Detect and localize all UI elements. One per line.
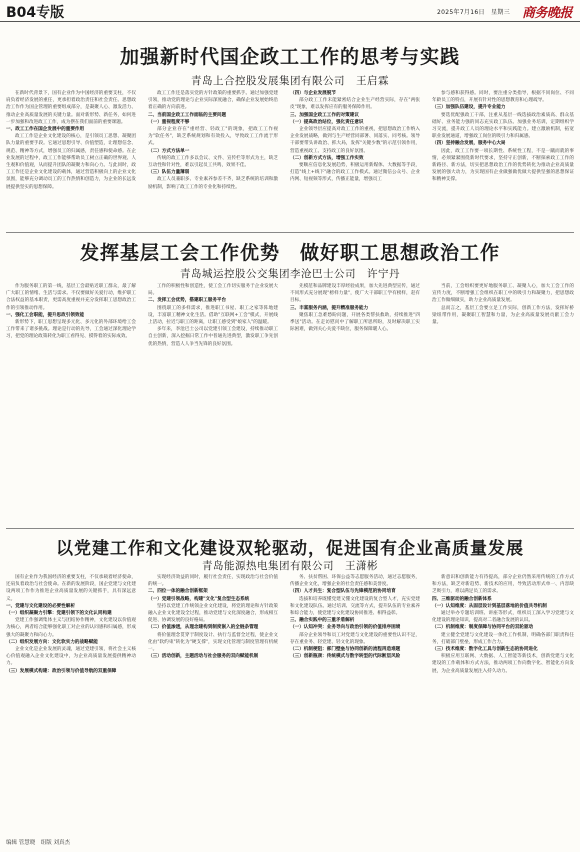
subheading: （二）方式方法单一 xyxy=(148,148,190,154)
article2-column-2 xyxy=(148,283,278,525)
subheading: 三、丰富服务内涵，提升精准服务能力 xyxy=(290,305,369,311)
paragraph: 通过举办专题培训班、讲座等形式，组织员工深入学习党建与文化建设的理论知识，提高对二者融合发展的认识。 xyxy=(432,611,574,624)
subheading: 二、四位一体的融合创新框架 xyxy=(148,589,208,595)
subheading: （三）发展模式构建：政治引领与价值导航的双重保障 xyxy=(6,668,117,674)
article1-column-4 xyxy=(432,90,574,230)
subheading: （二）机制维度：制度保障与协同平台的双轮驱动 xyxy=(432,625,534,631)
article1-column-2 xyxy=(148,90,278,230)
paragraph: 实现经济效益的同时，履行社会责任，实现政治与社会价值的统一。 xyxy=(148,575,278,588)
article1-title: 加强新时代国企政工工作的思考与实践 xyxy=(119,46,460,68)
subheading: （三）活动创新，主题活动与社会服务的双向赋能机制 xyxy=(148,654,259,660)
section-label: 专版 xyxy=(36,5,65,21)
paragraph: 政工工作还是落实党的方针政策的重要抓手。通过加强党建引领，推动党的理论与企业实际深度融合，确保企业发展始终沿着正确的方向前进。 xyxy=(148,91,278,111)
paragraph: 新形势下，职工思想呈现多元化、多元化的外部环境给工会工作带来了诸多挑战。理论是行动的先导，工会通过深化理论学习，把党的理论政策转化为职工看得见、摸得着的实际成效。 xyxy=(6,320,136,340)
subheading: （三）队伍力量薄弱 xyxy=(148,170,190,176)
paragraph: 部分政工工作未能紧密结合企业生产经营实际，存在"两张皮"现象，难以发挥应有的服务保障作用。 xyxy=(290,98,420,111)
paragraph: 积极应用互联网、大数据、人工智能等新技术，创新党建与文化建设的工作载体和方式方法，推动两项工作向数字化、智能化方向发展，为企业高质量发展注入持久动力。 xyxy=(432,654,574,674)
section-divider xyxy=(6,528,574,529)
subheading: 二、发挥工会优势，搭建职工服务平台 xyxy=(148,298,227,304)
paragraph: 工作的积极性和创造性，使工会工作切实服务于企业发展大局。 xyxy=(148,284,278,297)
subheading: （一）认知冲突：业务导向与政治引领的价值排序困境 xyxy=(290,625,401,631)
article2-column-3 xyxy=(290,283,420,525)
article1-column-3 xyxy=(290,90,420,230)
paragraph: 坚持以党建工作统领企业文化建设，将党的理论和方针政策融入企业文化建设全过程，推动党建与文化深度融合，形成相互促进、协调发展的良好格局。 xyxy=(148,603,278,624)
paragraph: 在新时代背景下，国有企业作为中国经济的重要支柱，不仅肩负着经济发展的重任，更承担着政治责任和社会责任。思想政治工作作为国企管理的重要组成部分，是凝聚人心、激发活力、推动企业高质量发展的关键力量。面对新形势、新任务，如何进一步加强和改进政工工作，成为摆在我们面前的重要课题。 xyxy=(6,91,136,125)
article3-column-2 xyxy=(148,574,278,836)
paragraph: 传统的政工工作多以会议、文件、宣传栏等形式为主，缺乏互动性和针对性，难以引起员工共鸣，效果不佳。 xyxy=(148,155,278,169)
subheading: 一、强化工会职能，提升思政引领效能 xyxy=(6,312,85,318)
paragraph: 选拔和培养既懂党建又懂文化建设的复合型人才，充实党建和文化建设队伍。通过培训、交流等方式，提升队伍的专业素养和综合能力，使党建与文化建设协同推进、相得益彰。 xyxy=(290,596,420,617)
issue-weekday: 星期三 xyxy=(491,9,510,16)
subheading: （四）人才共生：复合型队伍与先锋模范的协同培育 xyxy=(290,589,396,595)
paragraph: 参与感和获得感。同时，要注重分类指导，根据不同岗位、不同年龄员工的特点，开展有针对性的思想教育和心理疏导。 xyxy=(432,91,574,104)
paragraph: 多年来，李沧巴士公司以党建引领工会建设，持续推动职工自主创新，深入挖掘日常工作中普通先进典型，激发职工争先创优的热情，营造人人争当先锋的良好氛围。 xyxy=(148,327,278,347)
article3-byline: 青岛能源热电集团有限公司 王潇彬 xyxy=(202,560,378,572)
subheading: （二）组织发展方向：文化软实力的战略赋能 xyxy=(6,639,98,645)
paragraph: 党建工作强调集体主义与团结协作精神，文化建设以价值观为核心，两者结合能够强化职工对企业的认同感和归属感，形成强大的凝聚力和向心力。 xyxy=(6,618,136,638)
subheading: 四、三维驱动的融合创新体系 xyxy=(432,596,492,602)
paragraph: 总而言之，基层工会要立足工作实际，创新工作方法，发挥好桥梁纽带作用，凝聚职工智慧和力量，为企业高质量发展贡献工会力量。 xyxy=(432,305,574,326)
paragraph: 当前，工会组织要更好地服务职工、凝聚人心，加大工会工作的宣传力度，不断增强工会组织在职工中的吸引力和凝聚力，把思想政治工作做细做实，助力企业高质量发展。 xyxy=(432,284,574,304)
paragraph: 建立健全党建与文化建设一体化工作机制，明确各部门职责和任务，打破部门壁垒，形成工作合力。 xyxy=(432,632,574,645)
subheading: （二）价值渗透，从理念建构到制度嵌入的全链条管理 xyxy=(148,625,259,631)
article3-column-3 xyxy=(290,574,420,836)
paragraph: 政工工作是企业文化建设的核心，是引领员工思想、凝聚团队力量的重要手段。它通过思想引导、价值塑造，让理想信念、规范、精神等方式，增强员工的归属感，责任感和使命感。在企业发展的过程中，政工工作能够帮助员工树立正确的世界观、人生观和价值观，从而提升团队的凝聚力和向心力。与此同时，政工工作还是企业文化建设的载体，通过营造积极向上的企业文化氛围，能够充分调动员工的工作热情和创造力，为企业的长远发展提供坚实的思想保障。 xyxy=(6,134,136,190)
article2-byline: 青岛城运控股公交集团李沧巴士公司 许宁丹 xyxy=(180,268,400,280)
subheading: （二）机制梗阻：部门壁垒与协同创新的流程再造难题 xyxy=(290,647,401,653)
paragraph: 将价值理念贯穿于制度设计、执行与监督全过程，使企业文化由"软约束"转化为"硬支撑"，实现文化管理与制度管理有机统一。 xyxy=(148,632,278,653)
section-divider xyxy=(6,232,574,233)
subheading: （一）组织凝聚力引擎：党建引领下的文化认同构建 xyxy=(6,611,112,617)
paragraph: 部分企业领导和员工对党建与文化建设的重要性认识不足，存在重业务、轻党建、轻文化的现象。 xyxy=(290,632,420,645)
subheading: （三）加强队伍建设，提升专业能力 xyxy=(432,105,506,111)
subheading: （二）创新方式方法，增强工作实效 xyxy=(290,155,364,161)
subheading: 三、加强国企政工工作的对策建议 xyxy=(290,112,359,118)
article3-column-1 xyxy=(6,574,136,836)
paragraph: 要顺应信息化发展趋势，积极运用新媒体、大数据等手段，打造"线上+线下"融合的政工工作模式。通过微信公众号、企业内网、短视频等形式，传播正能量，增强员工 xyxy=(290,163,420,183)
paragraph: 先模范和品牌建设丰厚经验成果，加大先进典型宣传，通过不同形式充分展现"榜样力量"，使广大干部职工学有榜样，赶有目标。 xyxy=(290,284,420,304)
subheading: （一）认知维度：从固层设计到基层落地的价值共导机制 xyxy=(432,603,547,609)
page-number-text: B04 xyxy=(6,5,37,21)
subheading: （一）重视程度不够 xyxy=(148,119,190,125)
paragraph: 新意识和创新能力有待提高，部分企业仍然采用传统的工作方式和方法，缺乏对新趋势、新技术的应用，导致活动形式单一、内容缺乏吸引力，难以满足员工的需求。 xyxy=(432,575,574,595)
article3-column-4 xyxy=(432,574,574,836)
paragraph: 部分企业存在"重经营、轻政工"的现象，把政工工作视为"软任务"，缺乏系统规划和有效投入，导致政工工作流于形式。 xyxy=(148,127,278,147)
article2-column-4 xyxy=(432,283,574,525)
newspaper-logo: 商务晚报 xyxy=(521,6,572,21)
article2-column-1 xyxy=(6,283,136,525)
paragraph: 作为服务职工的第一线，基层工会最贴近职工群众，最了解广大职工的情绪、生活与需求。不仅要做好关爱行动，维护职工合法权益的基本职责，更需高度重视并充分发挥职工思想政治工作的引领推动作用。 xyxy=(6,284,136,311)
subheading: （四）与企业发展脱节 xyxy=(290,91,336,96)
subheading: 一、政工工作在国企发展中的重要作用 xyxy=(6,127,85,133)
paragraph: 国有企业作为我国经济的重要支柱，不仅承载着经济使命，还肩负着政治与社会使命。在新的发展阶段，国企党建与文化建设两项工作作为推进企业高质量发展的关键抓手，具有深远意义。 xyxy=(6,575,136,602)
paragraph: 务、扶贫帮困、环保公益等志愿服务活动，通过志愿服务，传播企业文化，增强企业的社会责任感和美誉度。 xyxy=(290,575,420,588)
page-number xyxy=(6,2,64,22)
issue-date: 2025年7月16日 xyxy=(437,9,485,16)
subheading: （四）坚持融合发展，服务中心大局 xyxy=(432,141,506,147)
paragraph: 政工人员兼职多、专业素养参差不齐，缺乏系统的培训和激励机制，影响了政工工作的专业化和持续性。 xyxy=(148,177,278,190)
paragraph: 企业文化是企业发展的灵魂，通过党建引领，将社会主义核心价值观融入企业文化建设中，为企业高质量发展提供精神动力。 xyxy=(6,647,136,667)
article2-title: 发挥基层工会工作优势 做好职工思想政治工作 xyxy=(79,242,500,264)
subheading: （一）提高政治站位，强化责任意识 xyxy=(290,119,364,125)
article1-byline: 青岛上合控股发展集团有限公司 王启霖 xyxy=(191,75,389,87)
subheading: （三）技术维度：数字化工具与创新生态的协同进化 xyxy=(432,647,538,653)
article1-column-1 xyxy=(6,90,136,230)
paragraph: 围绕职工的多样需求，推进职工书屋、职工之家等阵地建设，丰富职工精神文化生活。借助"互联网+工会"模式，开展线上活动，拉近与职工的距离，让职工感受到"娘家人"的温暖。 xyxy=(148,305,278,326)
subheading: （三）创新瓶颈：传统模式与数字转型的代际断层风险 xyxy=(290,654,401,660)
dateline xyxy=(437,7,510,16)
subheading: （一）党建引领战略，构建"文化"复合型生态系统 xyxy=(148,596,250,602)
paragraph: 因此，政工工作要一项长期性、系统性工程，不是一蹴而就的事情，必须紧紧围绕新时代要求，坚持守正创新，不断探索政工工作的新路径、新方法，切实把思想政治工作的优势转化为推动企业高质量发展的强大动力，为实现国有企业做强做优做大提供坚强的思想保证和精神支撑。 xyxy=(432,148,574,183)
paragraph: 聚焦职工急难愁盼问题，开展各类帮扶救助，持续推进"四季送"活动。在走访慰问中了解职工所思所盼，及时解决职工实际困难，做到关心关爱不缺位，服务保障暖人心。 xyxy=(290,312,420,333)
subheading: 二、当前国企政工工作面临的主要问题 xyxy=(148,112,227,118)
editor-credit: 编辑 管慧晓 组版 刘真杰 xyxy=(6,840,70,846)
paragraph: 要选优配强政工干部，注重从基层一线选拔政治素质高、群众基础好、业务能力强的同志充实政工队伍。加强业务培训，定期组织学习交流，提升政工人员的理论水平和实践能力。建立激励机制，拓宽职业发展通道，增强政工岗位的吸引力和归属感。 xyxy=(432,112,574,140)
paragraph: 企业领导层应提高对政工工作的重视，把思想政治工作纳入企业发展战略，做到与生产经营同部署、同落实、同考核。领导干部要带头讲政治、抓大局，发挥"关键少数"的示范引领作用，营造重视政工、支持政工的良好氛围。 xyxy=(290,127,420,154)
article3-title: 以党建工作和文化建设双轮驱动，促进国有企业高质量发展 xyxy=(56,539,524,559)
subheading: 一、党建与文化建设的必要性解析 xyxy=(6,603,75,609)
subheading: 三、融合实践中的三重矛盾解析 xyxy=(290,618,355,624)
